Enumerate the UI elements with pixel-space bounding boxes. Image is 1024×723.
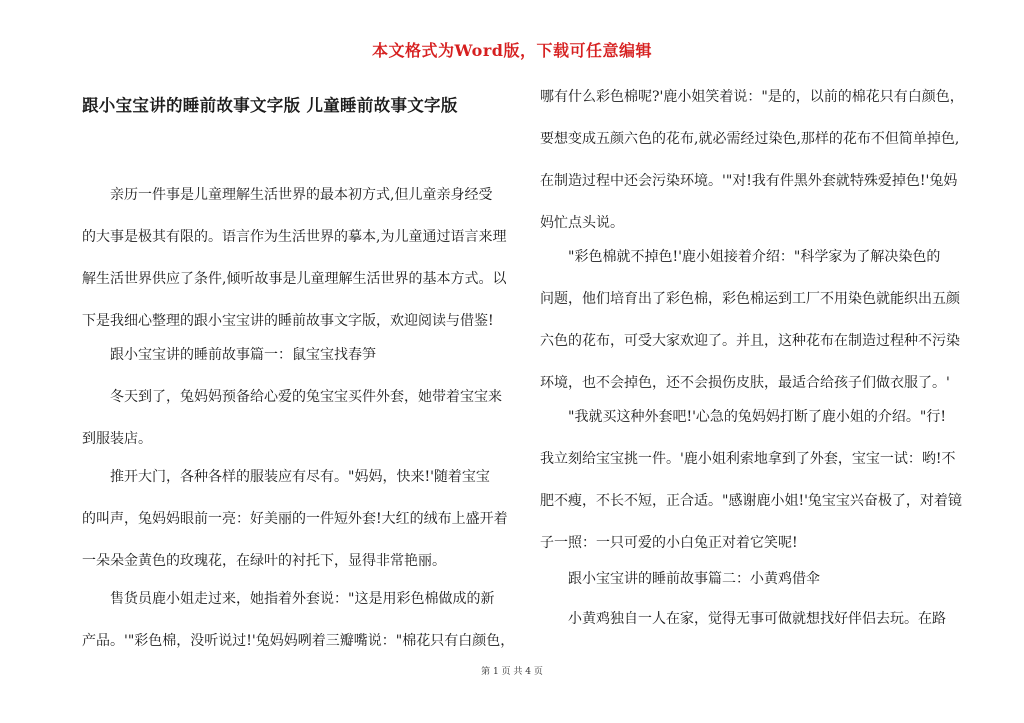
text-line: "彩色棉就不掉色!'鹿小姐接着介绍："科学家为了解决染色的: [568, 249, 941, 265]
text-line: 妈忙点头说。: [540, 215, 624, 231]
text-line: 肥不瘦，不长不短，正合适。"感谢鹿小姐!'兔宝宝兴奋极了，对着镜: [540, 493, 962, 509]
paragraph-story1-1: [82, 386, 514, 470]
article-title: 跟小宝宝讲的睡前故事文字版 儿童睡前故事文字版: [82, 96, 458, 115]
section-heading: 跟小宝宝讲的睡前故事篇二：小黄鸡借伞: [568, 571, 820, 587]
paragraph-story1-4: [540, 86, 972, 254]
paragraph-story2-1: [540, 608, 972, 650]
text-line: 小黄鸡独自一人在家，觉得无事可做就想找好伴侣去玩。在路: [568, 611, 946, 627]
paragraph-intro: [82, 184, 514, 352]
page-number-footer: 第 1 页 共 4 页: [481, 667, 543, 677]
text-line: 一朵朵金黄色的玫瑰花，在绿叶的衬托下，显得非常艳丽。: [82, 553, 446, 569]
text-line: 子一照：一只可爱的小白兔正对着它笑呢!: [540, 535, 798, 551]
text-line: 环境，也不会掉色，还不会损伤皮肤，最适合给孩子们做衣服了。': [540, 375, 950, 391]
section-heading: 跟小宝宝讲的睡前故事篇一：鼠宝宝找春笋: [110, 347, 376, 363]
text-line: 的叫声，兔妈妈眼前一亮：好美丽的一件短外套!大红的绒布上盛开着: [82, 511, 508, 527]
paragraph-story1-5: [540, 246, 972, 414]
text-line: 到服装店。: [82, 431, 152, 447]
paragraph-story1-2: [82, 466, 514, 592]
word-format-banner: 本文格式为Word版，下载可任意编辑: [372, 41, 652, 60]
text-line: 六色的花布，可受大家欢迎了。并且，这种花布在制造过程种不污染: [540, 333, 960, 349]
text-line: 解生活世界供应了条件,倾听故事是儿童理解生活世界的基本方式。以: [82, 271, 507, 287]
text-line: 我立刻给宝宝挑一件。'鹿小姐利索地拿到了外套，宝宝一试：哟!不: [540, 451, 956, 467]
text-line: 要想变成五颜六色的花布,就必需经过染色,那样的花布不但简单掉色,: [540, 131, 960, 147]
text-line: 哪有什么彩色棉呢?'鹿小姐笑着说："是的，以前的棉花只有白颜色，: [540, 89, 964, 105]
text-line: 的大事是极其有限的。语言作为生活世界的摹本,为儿童通过语言来理: [82, 229, 507, 245]
paragraph-story1-3: [82, 588, 514, 672]
text-line: 售货员鹿小姐走过来，她指着外套说："这是用彩色棉做成的新: [110, 591, 495, 607]
text-line: 亲历一件事是儿童理解生活世界的最本初方式,但儿童亲身经受: [110, 187, 493, 203]
story-one-heading: [82, 344, 514, 386]
text-line: "我就买这种外套吧!'心急的兔妈妈打断了鹿小姐的介绍。"行!: [568, 409, 946, 425]
text-line: 在制造过程中还会污染环境。'"对!我有件黑外套就特殊爱掉色!'兔妈: [540, 173, 958, 189]
text-line: 产品。'"彩色棉，没听说过!'兔妈妈咧着三瓣嘴说："棉花只有白颜色，: [82, 633, 514, 649]
text-line: 问题，他们培育出了彩色棉，彩色棉运到工厂不用染色就能织出五颜: [540, 291, 960, 307]
paragraph-story1-6: [540, 406, 972, 574]
text-line: 推开大门，各种各样的服装应有尽有。"妈妈，快来!'随着宝宝: [110, 469, 490, 485]
text-line: 冬天到了，兔妈妈预备给心爱的兔宝宝买件外套，她带着宝宝来: [110, 389, 502, 405]
story-two-heading: [540, 568, 972, 610]
text-line: 下是我细心整理的跟小宝宝讲的睡前故事文字版，欢迎阅读与借鉴!: [82, 313, 494, 329]
